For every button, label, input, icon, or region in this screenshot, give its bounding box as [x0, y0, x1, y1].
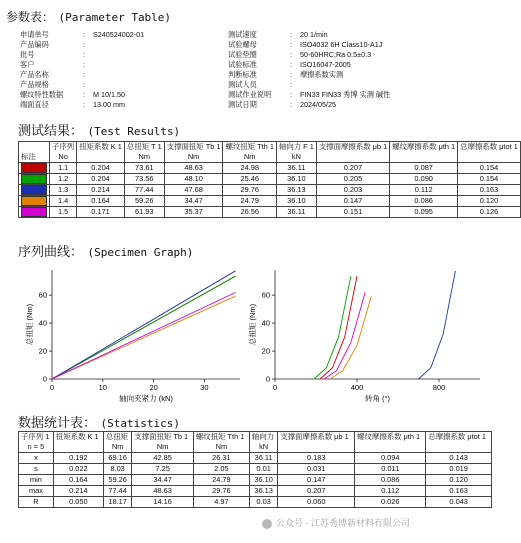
x-tick-label: 0	[49, 383, 55, 392]
param-row	[20, 70, 225, 80]
param-value	[93, 50, 225, 60]
param-colon: :	[290, 30, 292, 39]
curve-subtitle: (Specimen Graph)	[87, 246, 194, 259]
table-row	[19, 185, 521, 196]
param-key: 测试作业说明	[228, 90, 272, 99]
cell-f: 36.13	[276, 185, 316, 196]
param-row	[20, 60, 225, 70]
table-row	[19, 464, 492, 475]
cell-f: 0.03	[249, 497, 277, 508]
series-line-1	[320, 276, 357, 379]
cell-mub: 0.060	[278, 497, 355, 508]
cell-f: 36.13	[249, 486, 277, 497]
param-key: 申请单号	[20, 30, 49, 39]
cell-tth: 29.76	[223, 185, 276, 196]
param-row	[20, 30, 225, 40]
y-tick-label: 20	[261, 346, 270, 356]
cell-f: 36.10	[276, 196, 316, 207]
cell-mutot: 0.126	[458, 207, 521, 218]
stats-header-cell: 螺纹扭矩 Tth 1	[193, 432, 249, 443]
param-row	[228, 50, 493, 60]
cell-k: 0.214	[77, 185, 125, 196]
results-unit-cell	[458, 152, 521, 163]
y-tick-label: 60	[261, 290, 270, 300]
cell-mub: 0.151	[316, 207, 389, 218]
param-value: 13.00 mm	[93, 100, 125, 109]
param-key: 测试日期	[228, 100, 257, 109]
curve-heading	[18, 241, 193, 261]
cell-label: R	[19, 497, 54, 508]
cell-mutot: 0.163	[458, 185, 521, 196]
param-row	[20, 100, 225, 110]
cell-mutot: 0.154	[458, 174, 521, 185]
y-tick-label: 20	[38, 346, 47, 356]
cell-muth: 0.026	[355, 497, 426, 508]
cell-mub: 0.183	[278, 453, 355, 464]
results-unit-row	[19, 152, 521, 163]
cell-muth: 0.094	[355, 453, 426, 464]
series-line-4	[52, 296, 235, 379]
cell-mub: 0.207	[278, 486, 355, 497]
params-subtitle: (Parameter Table)	[58, 11, 172, 24]
param-key: 测试速度	[228, 30, 257, 39]
x-tick-label: 400	[350, 383, 364, 392]
cell-tb: 34.47	[164, 196, 223, 207]
param-value: S240524002-01	[93, 30, 145, 39]
param-value	[300, 80, 493, 90]
cell-k: 0.164	[53, 475, 103, 486]
param-row	[228, 40, 493, 50]
results-header-cell: 总扭矩 T 1	[124, 142, 164, 153]
param-key: 产品规格	[20, 80, 49, 89]
stats-unit-cell	[53, 442, 103, 453]
results-unit-cell: Nm	[164, 152, 223, 163]
y-tick-label: 0	[265, 374, 270, 384]
results-unit-cell: No	[50, 152, 77, 163]
cell-no: 1.5	[50, 207, 77, 218]
cell-no: 1.4	[50, 196, 77, 207]
results-header-cell: 子序列	[50, 142, 77, 153]
param-value	[93, 80, 225, 90]
series-swatch-cell	[19, 196, 50, 207]
watermark-text: 公众号 · 江苏秀博新材料有限公司	[276, 518, 410, 528]
param-row	[228, 100, 493, 110]
stats-unit-cell: Nm	[103, 442, 131, 453]
table-row	[19, 453, 492, 464]
wechat-icon	[262, 519, 272, 529]
cell-muth: 0.112	[355, 486, 426, 497]
results-header-cell: 支撑面摩擦系数 μb 1	[316, 142, 389, 153]
stats-unit-cell: n = 5	[19, 442, 54, 453]
results-header-cell: 总摩擦系数 μtot 1	[458, 142, 521, 153]
stats-header-cell: 总摩擦系数 μtot 1	[426, 432, 492, 443]
cell-f: 0.01	[249, 464, 277, 475]
cell-label: min	[19, 475, 54, 486]
cell-k: 0.192	[53, 453, 103, 464]
param-value: M 10/1.50	[93, 90, 125, 99]
cell-f: 36.11	[249, 453, 277, 464]
stats-unit-row	[19, 442, 492, 453]
param-key: 螺纹特性数据	[20, 90, 64, 99]
cell-label: x	[19, 453, 54, 464]
series-line-3	[419, 271, 456, 379]
stats-title: 数据统计表：	[18, 416, 97, 431]
param-value: FIN33 FIN33 秀博 实测 碱性	[300, 90, 391, 99]
param-colon: :	[290, 70, 292, 79]
param-colon: :	[83, 80, 85, 89]
cell-muth: 0.112	[390, 185, 458, 196]
param-key: 判断标准	[228, 70, 257, 79]
param-colon: :	[83, 90, 85, 99]
cell-mutot: 0.043	[426, 497, 492, 508]
cell-tth: 24.98	[223, 163, 276, 174]
cell-tth: 29.76	[193, 486, 249, 497]
cell-mutot: 0.154	[458, 163, 521, 174]
results-table	[18, 141, 521, 218]
cell-tb: 35.37	[164, 207, 223, 218]
param-value: ISO4032 6H Class10-A1J	[300, 40, 383, 49]
param-value: 摩擦系数实测	[300, 70, 344, 79]
cell-mutot: 0.019	[426, 464, 492, 475]
param-key: 产品名称	[20, 70, 49, 79]
stats-unit-cell	[278, 442, 355, 453]
stats-unit-cell	[426, 442, 492, 453]
cell-tb: 42.85	[132, 453, 194, 464]
y-tick-label: 0	[42, 374, 47, 384]
param-colon: :	[290, 50, 292, 59]
curve-title: 序列曲线：	[18, 245, 84, 260]
param-colon: :	[290, 80, 292, 89]
cell-t: 59.26	[103, 475, 131, 486]
cell-t: 73.61	[124, 163, 164, 174]
table-row	[19, 486, 492, 497]
param-value: ISO16047-2005	[300, 60, 351, 69]
cell-f: 36.10	[276, 174, 316, 185]
cell-t: 59.26	[124, 196, 164, 207]
cell-label: max	[19, 486, 54, 497]
cell-f: 36.11	[276, 163, 316, 174]
param-value: 20 1/min	[300, 30, 328, 39]
param-colon: :	[83, 40, 85, 49]
stats-unit-cell	[355, 442, 426, 453]
param-key: 产品编码	[20, 40, 49, 49]
results-heading	[18, 120, 180, 140]
param-row	[228, 90, 493, 100]
cell-f: 36.10	[249, 475, 277, 486]
cell-k: 0.171	[77, 207, 125, 218]
series-line-2	[314, 276, 351, 379]
param-colon: :	[83, 50, 85, 59]
cell-t: 8.03	[103, 464, 131, 475]
table-row	[19, 174, 521, 185]
cell-k: 0.164	[77, 196, 125, 207]
cell-k: 0.204	[77, 174, 125, 185]
results-title: 测试结果：	[18, 124, 84, 139]
y-tick-label: 60	[38, 290, 47, 300]
param-value	[93, 60, 225, 70]
cell-tth: 2.05	[193, 464, 249, 475]
series-color-swatch	[21, 163, 47, 173]
series-swatch-cell	[19, 163, 50, 174]
cell-tb: 48.63	[132, 486, 194, 497]
x-tick-label: 30	[200, 383, 209, 392]
y-axis-label: 总扭矩 (Nm)	[25, 303, 34, 346]
cell-tth: 26.56	[223, 207, 276, 218]
param-colon: :	[83, 70, 85, 79]
param-key: 客户	[20, 60, 35, 69]
series-color-swatch	[21, 174, 47, 184]
series-color-swatch	[21, 185, 47, 195]
results-unit-cell: kN	[276, 152, 316, 163]
cell-tth: 24.79	[223, 196, 276, 207]
series-swatch-cell	[19, 174, 50, 185]
x-tick-label: 800	[432, 383, 446, 392]
cell-mutot: 0.120	[458, 196, 521, 207]
results-unit-cell: Nm	[223, 152, 276, 163]
results-unit-cell: Nm	[124, 152, 164, 163]
watermark	[262, 516, 410, 529]
results-unit-cell	[316, 152, 389, 163]
results-legend-head	[19, 142, 50, 153]
param-colon: :	[290, 90, 292, 99]
series-color-swatch	[21, 196, 47, 206]
results-header-row	[19, 142, 521, 153]
stats-subtitle: (Statistics)	[100, 417, 180, 430]
cell-mub: 0.207	[316, 163, 389, 174]
y-tick-label: 40	[38, 318, 47, 328]
stats-header-cell: 总扭矩	[103, 432, 131, 443]
param-colon: :	[290, 40, 292, 49]
cell-mutot: 0.163	[426, 486, 492, 497]
torque-angle-chart	[248, 262, 485, 410]
param-colon: :	[83, 60, 85, 69]
cell-no: 1.3	[50, 185, 77, 196]
x-axis-label: 转角 (°)	[364, 394, 391, 403]
param-row	[228, 60, 493, 70]
param-value: 50-60HRC;Ra 0.5±0.3	[300, 50, 372, 59]
results-header-cell: 扭矩系数 K 1	[77, 142, 125, 153]
results-unit-cell	[77, 152, 125, 163]
param-colon: :	[83, 100, 85, 109]
y-tick-label: 40	[261, 318, 270, 328]
results-header-cell: 螺纹扭矩 Tth 1	[223, 142, 276, 153]
params-title: 参数表：	[6, 10, 55, 24]
params-left	[20, 30, 225, 110]
cell-mutot: 0.143	[426, 453, 492, 464]
table-row	[19, 196, 521, 207]
cell-f: 36.11	[276, 207, 316, 218]
cell-tb: 14.16	[132, 497, 194, 508]
results-unit-cell	[390, 152, 458, 163]
cell-t: 77.44	[103, 486, 131, 497]
cell-tth: 25.46	[223, 174, 276, 185]
cell-mutot: 0.120	[426, 475, 492, 486]
param-colon: :	[290, 60, 292, 69]
cell-k: 0.022	[53, 464, 103, 475]
param-row	[20, 80, 225, 90]
param-key: 测试人员	[228, 80, 257, 89]
param-key: 试验标准	[228, 60, 257, 69]
cell-mub: 0.147	[278, 475, 355, 486]
cell-tb: 7.25	[132, 464, 194, 475]
results-header-cell: 支撑面扭矩 Tb 1	[164, 142, 223, 153]
cell-t: 73.56	[124, 174, 164, 185]
cell-muth: 0.087	[390, 163, 458, 174]
torque-force-chart	[15, 262, 250, 410]
cell-mub: 0.031	[278, 464, 355, 475]
x-tick-label: 0	[272, 383, 278, 392]
cell-t: 18.17	[103, 497, 131, 508]
cell-k: 0.050	[53, 497, 103, 508]
param-key: 批号	[20, 50, 35, 59]
cell-t: 77.44	[124, 185, 164, 196]
cell-tb: 48.63	[164, 163, 223, 174]
series-line-5	[52, 293, 236, 380]
param-row	[20, 40, 225, 50]
cell-tb: 47.68	[164, 185, 223, 196]
stats-unit-cell: Nm	[132, 442, 194, 453]
cell-mub: 0.205	[316, 174, 389, 185]
stats-header-cell: 轴向力	[249, 432, 277, 443]
stats-header-row	[19, 432, 492, 443]
table-row	[19, 163, 521, 174]
table-row	[19, 207, 521, 218]
cell-t: 61.93	[124, 207, 164, 218]
stats-header-cell: 支撑面扭矩 Tb 1	[132, 432, 194, 443]
series-line-2	[52, 276, 235, 379]
cell-no: 1.1	[50, 163, 77, 174]
results-legend-label: 标注	[19, 152, 50, 163]
y-axis-label: 总扭矩 (Nm)	[248, 303, 257, 346]
series-color-swatch	[21, 207, 47, 217]
cell-no: 1.2	[50, 174, 77, 185]
cell-muth: 0.011	[355, 464, 426, 475]
params-right	[228, 30, 493, 110]
series-swatch-cell	[19, 207, 50, 218]
cell-muth: 0.086	[390, 196, 458, 207]
param-row	[228, 70, 493, 80]
results-header-cell: 轴向力 F 1	[276, 142, 316, 153]
cell-mub: 0.147	[316, 196, 389, 207]
cell-muth: 0.086	[355, 475, 426, 486]
table-row	[19, 475, 492, 486]
cell-muth: 0.095	[390, 207, 458, 218]
results-subtitle: (Test Results)	[87, 125, 181, 138]
param-row	[228, 80, 493, 90]
cell-tb: 48.10	[164, 174, 223, 185]
series-line-3	[52, 271, 236, 379]
stats-header-cell: 子序列 1	[19, 432, 54, 443]
param-value	[93, 40, 225, 50]
table-row	[19, 497, 492, 508]
cell-tth: 24.79	[193, 475, 249, 486]
cell-tb: 34.47	[132, 475, 194, 486]
results-header-cell: 螺纹摩擦系数 μth 1	[390, 142, 458, 153]
cell-mub: 0.203	[316, 185, 389, 196]
param-colon: :	[290, 100, 292, 109]
params-heading	[6, 8, 171, 26]
param-row	[20, 50, 225, 60]
x-tick-label: 10	[98, 383, 107, 392]
param-row	[228, 30, 493, 40]
param-row	[20, 90, 225, 100]
x-tick-label: 20	[149, 383, 158, 392]
stats-header-cell: 支撑面摩擦系数 μb 1	[278, 432, 355, 443]
stats-unit-cell: kN	[249, 442, 277, 453]
stats-header-cell: 螺纹摩擦系数 μth 1	[355, 432, 426, 443]
cell-tth: 26.31	[193, 453, 249, 464]
x-axis-label: 轴向夹紧力 (kN)	[119, 394, 173, 403]
param-value: 2024/05/25	[300, 100, 336, 109]
stats-header-cell: 扭矩系数 K 1	[53, 432, 103, 443]
cell-tth: 4.97	[193, 497, 249, 508]
param-colon: :	[83, 30, 85, 39]
cell-muth: 0.090	[390, 174, 458, 185]
stats-table	[18, 431, 492, 508]
cell-t: 69.16	[103, 453, 131, 464]
stats-unit-cell: Nm	[193, 442, 249, 453]
series-swatch-cell	[19, 185, 50, 196]
param-key: 试验螺母	[228, 40, 257, 49]
param-key: 试验垫圈	[228, 50, 257, 59]
cell-label: s	[19, 464, 54, 475]
cell-k: 0.204	[77, 163, 125, 174]
cell-k: 0.214	[53, 486, 103, 497]
param-value	[93, 70, 225, 80]
stats-heading	[18, 412, 180, 432]
param-key: 端面直径	[20, 100, 49, 109]
